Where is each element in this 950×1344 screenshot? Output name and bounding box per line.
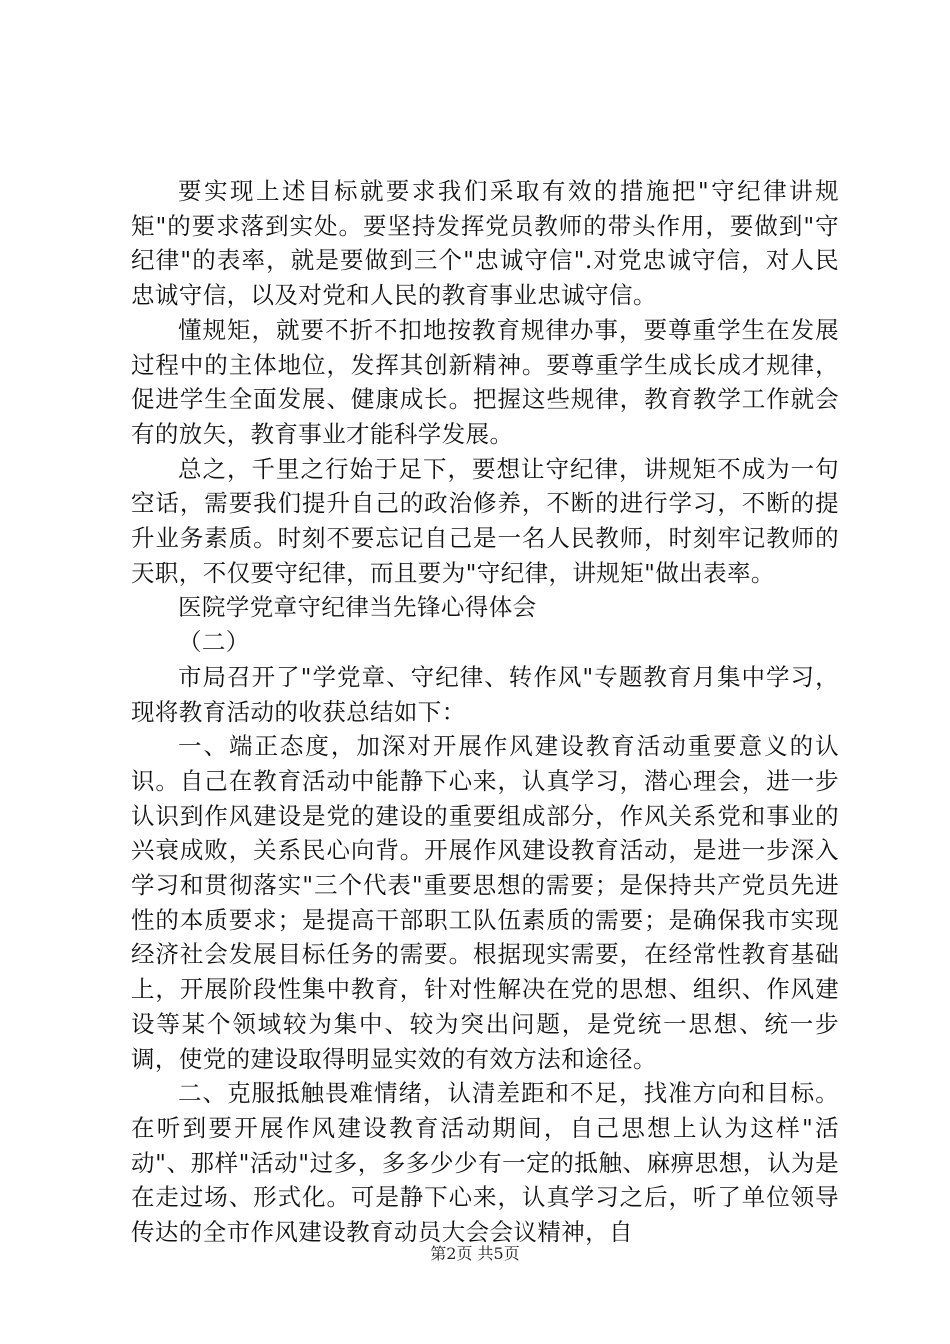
section-number: （二） bbox=[178, 628, 250, 657]
page-footer: 第2页 共5页 bbox=[430, 1244, 520, 1263]
section-title: 医院学党章守纪律当先锋心得体会 bbox=[178, 593, 537, 622]
paragraph-discipline-goals: 要实现上述目标就要求我们采取有效的措施把"守纪律讲规矩"的要求落到实处。要坚持发挥党员教师的带头作用，要做到"守纪律"的表率，就是要做到三个"忠诚守信".对党忠诚守信，对人民忠诚守信，以及对党和人民的教育事业忠诚守信。 bbox=[131, 177, 839, 310]
paragraph-intro: 市局召开了"学党章、守纪律、转作风"专题教育月集中学习，现将教育活动的收获总结如下： bbox=[131, 662, 839, 726]
paragraph-point-one: 一、端正态度，加深对开展作风建设教育活动重要意义的认识。自己在教育活动中能静下心来，认真学习，潜心理会，进一步认识到作风建设是党的建设的重要组成部分，作风关系党和事业的兴衰成败，关系民心向背。开展作风建设教育活动，是进一步深入学习和贯彻落实"三个代表"重要思想的需要；是保持共产党员先进性的本质要求；是提高干部职工队伍素质的需要；是确保我市实现经济社会发展目标任务的需要。根据现实需要，在经常性教育基础上，开展阶段性集中教育，针对性解决在党的思想、组织、作风建设等某个领域较为集中、较为突出问题，是党统一思想、统一步调，使党的建设取得明显实效的有效方法和途径。 bbox=[131, 732, 839, 1073]
document-body bbox=[131, 174, 839, 1250]
paragraph-understand-rules: 懂规矩，就要不折不扣地按教育规律办事，要尊重学生在发展过程中的主体地位，发挥其创新精神。要尊重学生成长成才规律，促进学生全面发展、健康成长。把握这些规律，教育教学工作就会有的放矢，教育事业才能科学发展。 bbox=[131, 315, 839, 448]
paragraph-point-two: 二、克服抵触畏难情绪，认清差距和不足，找准方向和目标。在听到要开展作风建设教育活动期间，自己思想上认为这样"活动"、那样"活动"过多，多多少少有一定的抵触、麻痹思想，认为是在走过场、形式化。可是静下心来，认真学习之后，听了单位领导传达的全市作风建设教育动员大会会议精神，自 bbox=[131, 1079, 839, 1247]
paragraph-conclusion: 总之，千里之行始于足下，要想让守纪律，讲规矩不成为一句空话，需要我们提升自己的政治修养，不断的进行学习，不断的提升业务素质。时刻不要忘记自己是一名人民教师，时刻牢记教师的天职，不仅要守纪律，而且要为"守纪律，讲规矩"做出表率。 bbox=[131, 454, 839, 587]
